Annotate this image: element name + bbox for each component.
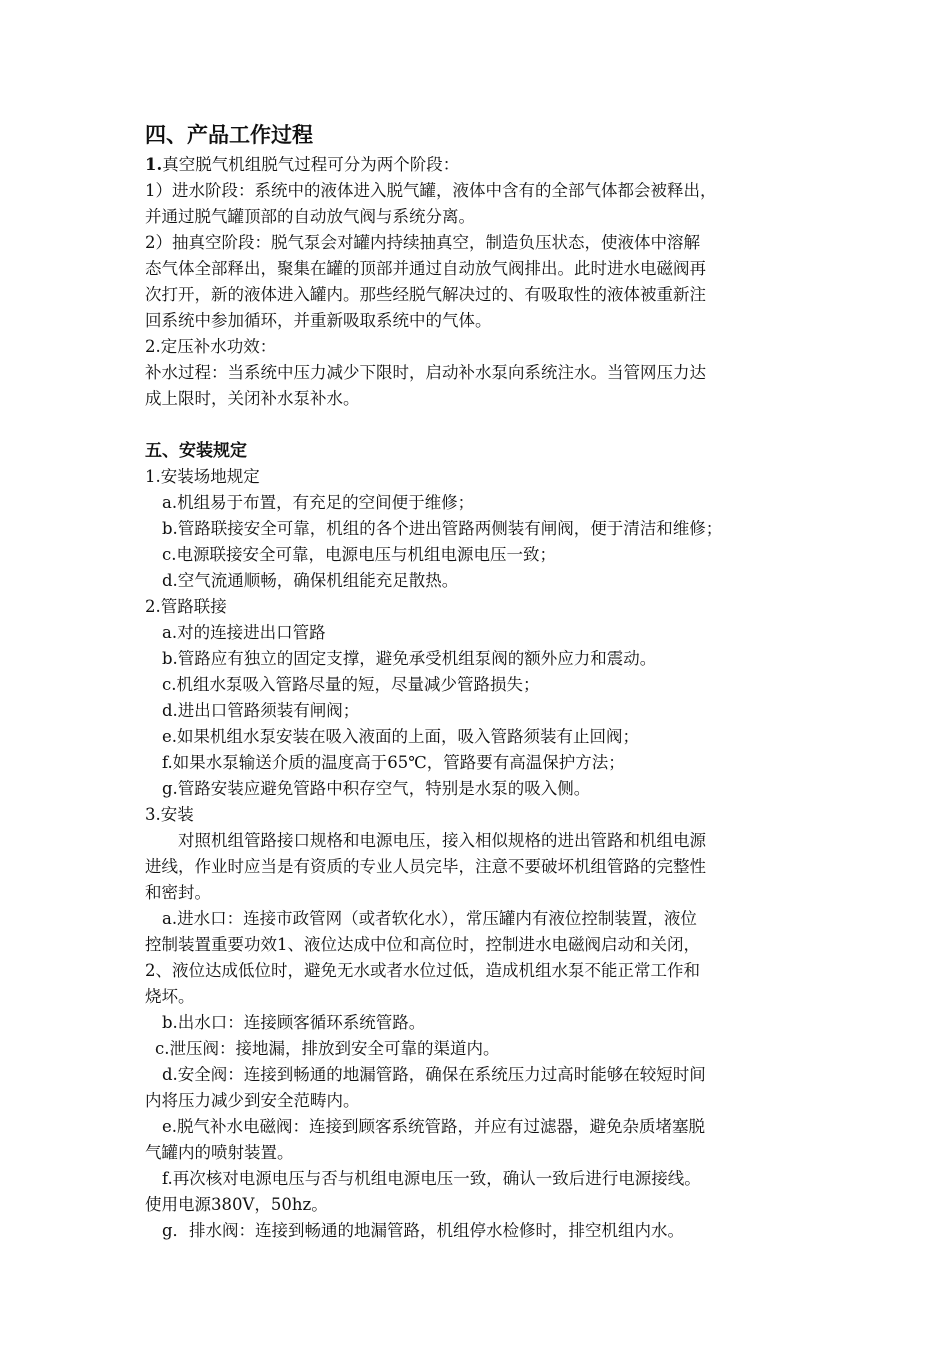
supply-line-1: 补水过程：当系统中压力减少下限时，启动补水泵向系统注水。当管网压力达 — [145, 363, 706, 382]
install-item-a-line-3: 2、液位达成低位时，避免无水或者水位过低，造成机组水泵不能正常工作和 — [145, 961, 700, 980]
install-paragraph-line-1: 对照机组管路接口规格和电源电压，接入相似规格的进出管路和机组电源 — [178, 831, 706, 850]
install-item-a-line-4: 烧坏。 — [145, 987, 195, 1006]
site-item-c: c.电源联接安全可靠，电源电压与机组电源电压一致； — [162, 545, 556, 564]
pipe-item-b: b.管路应有独立的固定支撑，避免承受机组泵阀的额外应力和震动。 — [162, 649, 657, 668]
install-item-b: b.出水口：连接顾客循环系统管路。 — [162, 1013, 426, 1032]
item-1-number: 1. — [145, 155, 163, 174]
install-item-a-line-1: a.进水口：连接市政管网（或者软化水），常压罐内有液位控制装置，液位 — [162, 909, 697, 928]
pipe-item-a: a.对的连接进出口管路 — [162, 623, 326, 642]
install-item-g: g．排水阀：连接到畅通的地漏管路，机组停水检修时，排空机组内水。 — [162, 1221, 685, 1240]
stage-2-line-2: 态气体全部释出，聚集在罐的顶部并通过自动放气阀排出。此时进水电磁阀再 — [145, 259, 706, 278]
install-item-f-line-2: 使用电源380V，50hz。 — [145, 1195, 328, 1214]
install-item-e-line-2: 气罐内的喷射装置。 — [145, 1143, 294, 1162]
install-item-c: c.泄压阀：接地漏，排放到安全可靠的渠道内。 — [155, 1039, 500, 1058]
site-item-b: b.管路联接安全可靠，机组的各个进出管路两侧装有闸阀，便于清洁和维修； — [162, 519, 723, 538]
site-requirements-title: 1.安装场地规定 — [145, 467, 260, 486]
section-4-item-2: 2.定压补水功效： — [145, 337, 277, 356]
site-item-d: d.空气流通顺畅，确保机组能充足散热。 — [162, 571, 459, 590]
pipe-item-g: g.管路安装应避免管路中积存空气，特别是水泵的吸入侧。 — [162, 779, 591, 798]
section-5-title: 五、安装规定 — [145, 441, 247, 461]
stage-2-line-1: 2）抽真空阶段：脱气泵会对罐内持续抽真空，制造负压状态，使液体中溶解 — [145, 233, 700, 252]
section-gap — [145, 412, 850, 438]
install-title: 3.安装 — [145, 805, 194, 824]
install-item-a-line-2: 控制装置重要功效1、液位达成中位和高位时，控制进水电磁阀启动和关闭， — [145, 935, 700, 954]
stage-1-line-2: 并通过脱气罐顶部的自动放气阀与系统分离。 — [145, 207, 475, 226]
install-item-d-line-2: 内将压力减少到安全范畴内。 — [145, 1091, 360, 1110]
install-item-d-line-1: d.安全阀：连接到畅通的地漏管路，确保在系统压力过高时能够在较短时间 — [162, 1065, 706, 1084]
stage-2-line-4: 回系统中参加循环，并重新吸取系统中的气体。 — [145, 311, 492, 330]
pipe-item-f: f.如果水泵输送介质的温度高于65℃，管路要有高温保护方法； — [162, 753, 625, 772]
install-item-e-line-1: e.脱气补水电磁阀：连接到顾客系统管路，并应有过滤器，避免杂质堵塞脱 — [162, 1117, 706, 1136]
pipe-item-c: c.机组水泵吸入管路尽量的短，尽量减少管路损失； — [162, 675, 540, 694]
install-item-f-line-1: f.再次核对电源电压与否与机组电源电压一致，确认一致后进行电源接线。 — [162, 1169, 701, 1188]
item-1-text: 真空脱气机组脱气过程可分为两个阶段： — [162, 155, 460, 174]
stage-2-line-3: 次打开，新的液体进入罐内。那些经脱气解决过的、有吸取性的液体被重新注 — [145, 285, 706, 304]
pipe-item-d: d.进出口管路须装有闸阀； — [162, 701, 360, 720]
pipe-connection-title: 2.管路联接 — [145, 597, 227, 616]
section-4-title: 四、产品工作过程 — [145, 123, 313, 147]
site-item-a: a.机组易于布置，有充足的空间便于维修； — [162, 493, 475, 512]
install-paragraph-line-2: 进线，作业时应当是有资质的专业人员完毕，注意不要破坏机组管路的完整性 — [145, 857, 706, 876]
stage-1-line-1: 1）进水阶段：系统中的液体进入脱气罐，液体中含有的全部气体都会被释出， — [145, 181, 717, 200]
section-4-item-1 — [145, 152, 850, 178]
install-paragraph-line-3: 和密封。 — [145, 883, 211, 902]
supply-line-2: 成上限时，关闭补水泵补水。 — [145, 389, 360, 408]
pipe-item-e: e.如果机组水泵安装在吸入液面的上面，吸入管路须装有止回阀； — [162, 727, 640, 746]
